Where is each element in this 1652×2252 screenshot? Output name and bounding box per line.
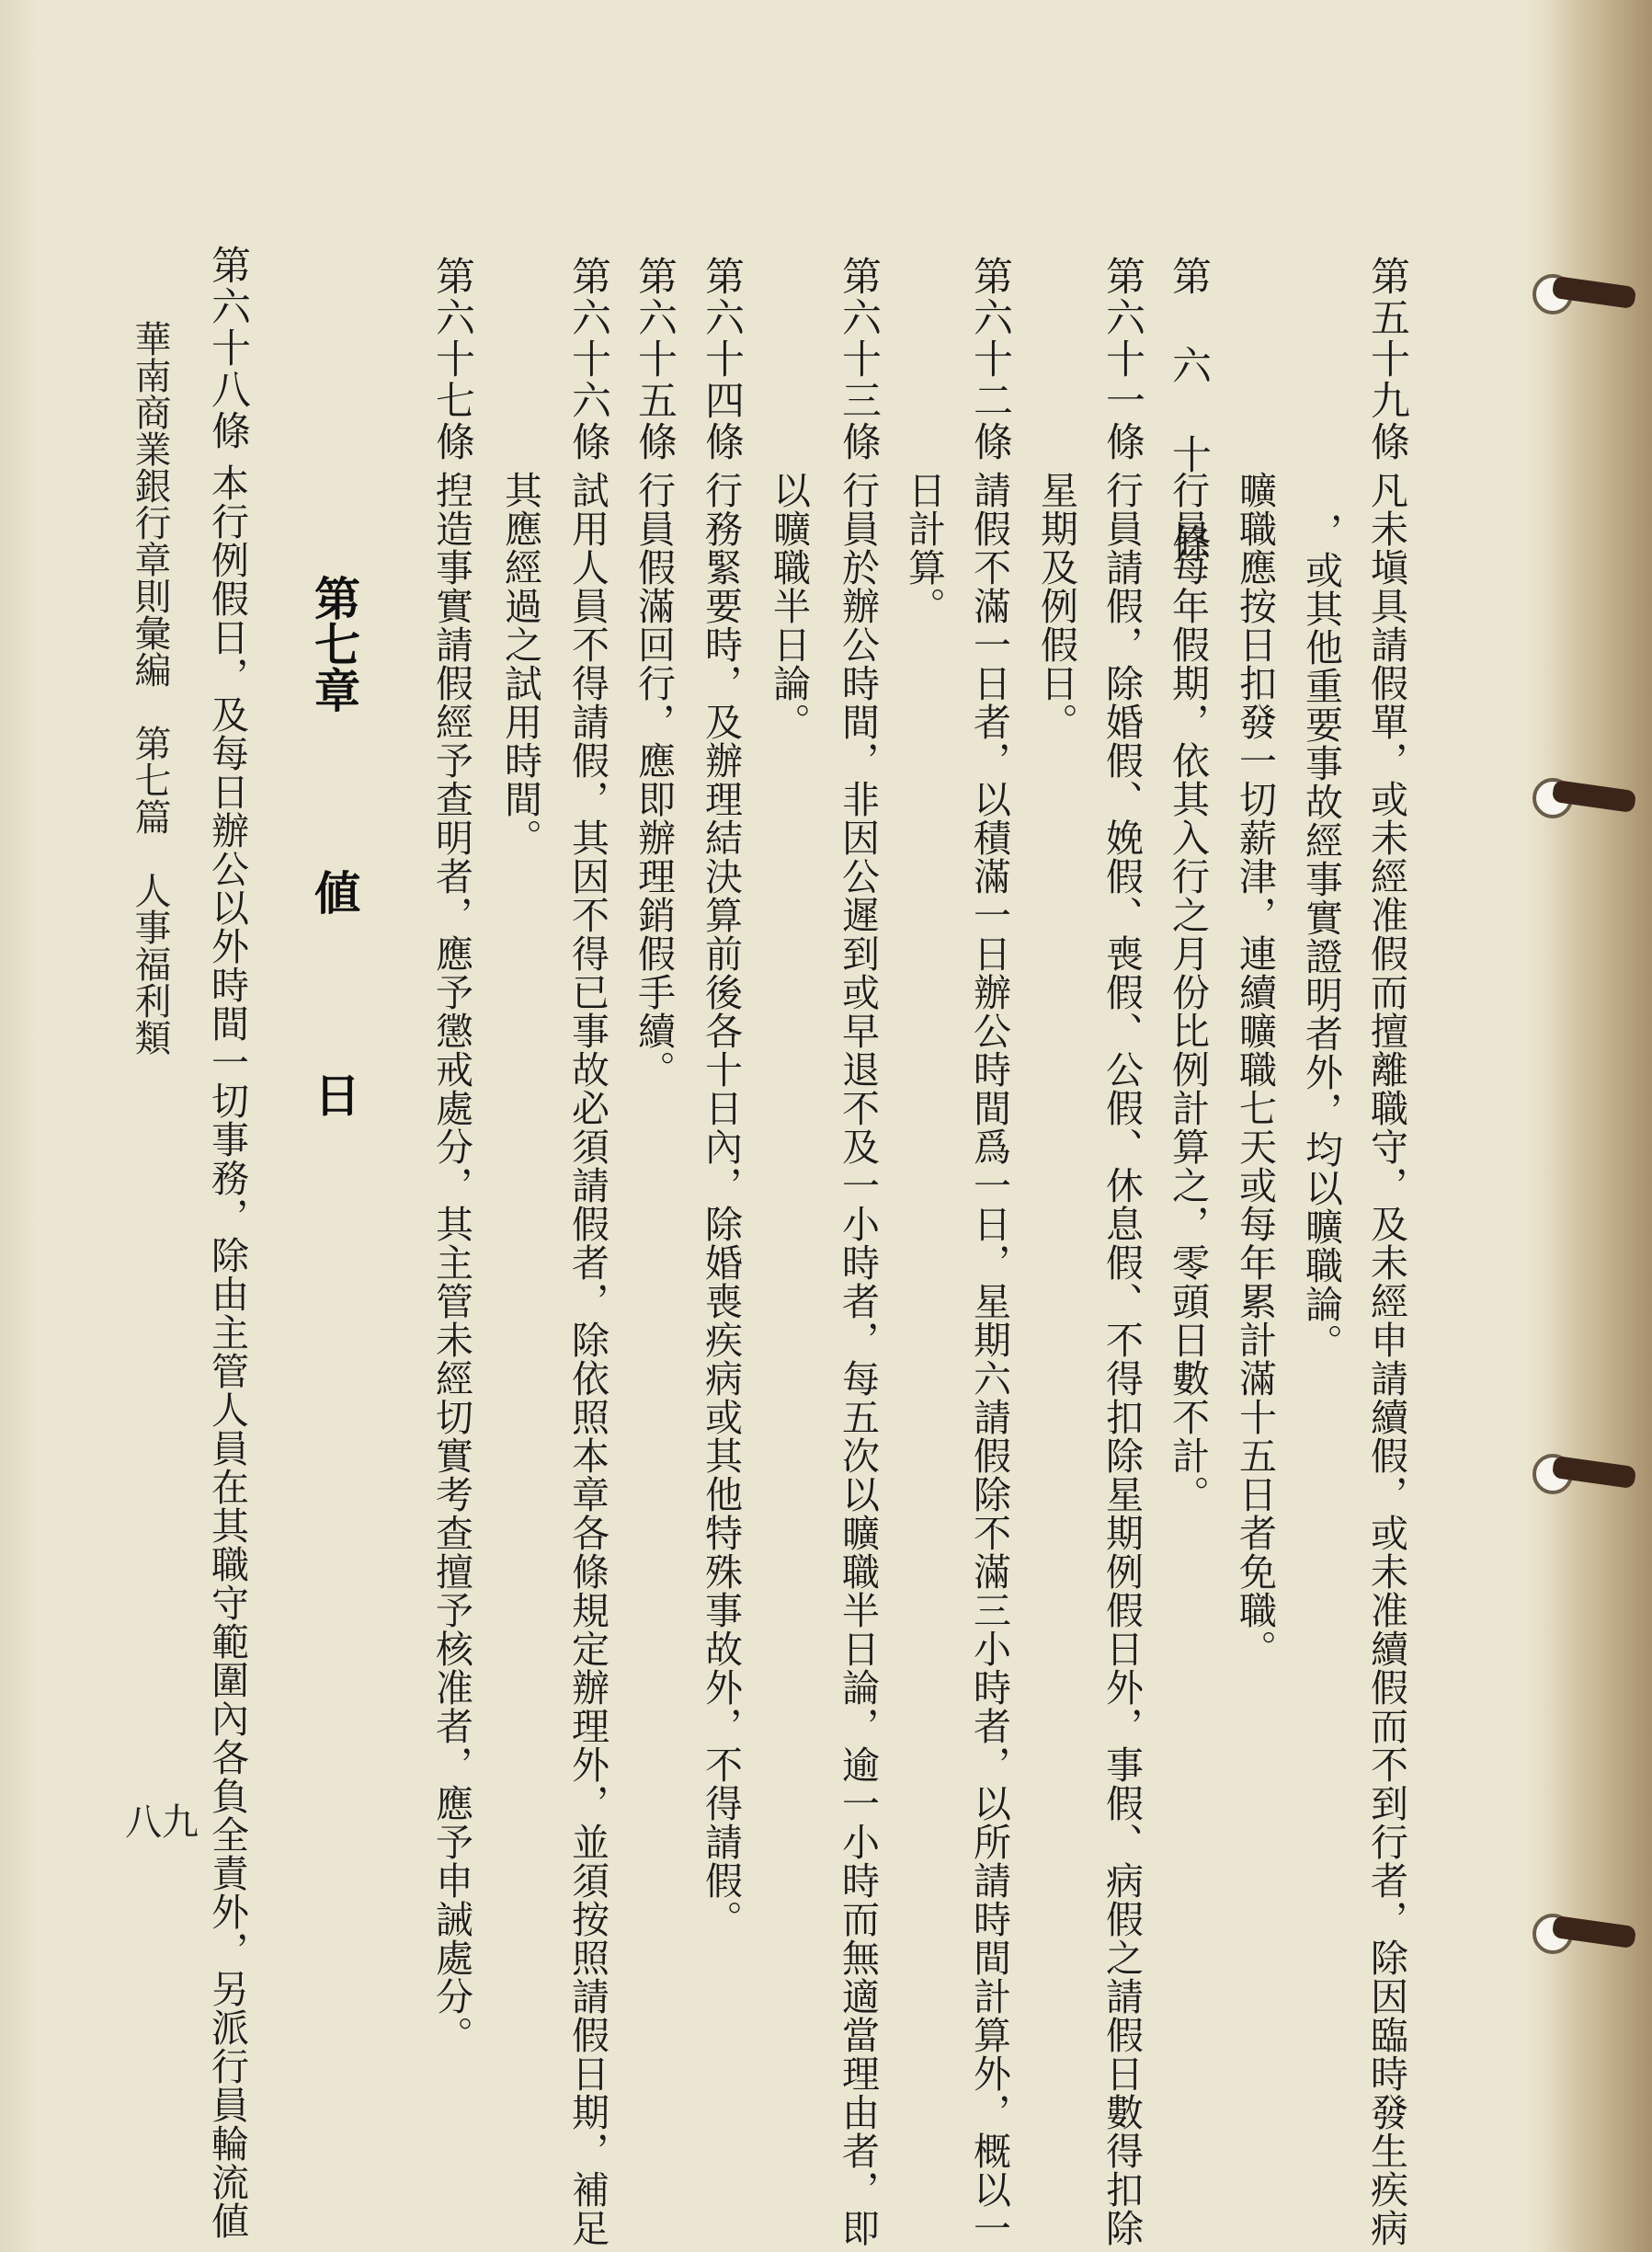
article-line: 星期及例假日。 <box>1034 471 1078 741</box>
article-label: 第六十四條 <box>699 256 745 463</box>
article-label: 第六十三條 <box>836 256 882 463</box>
binding-string <box>1532 269 1634 320</box>
article-line: 請假不滿一日者，以積滿一日辦公時間爲一日，星期六請假除不滿三小時者，以所請時間計算外，概以一 <box>967 471 1011 2247</box>
article-line: 日計算。 <box>902 471 946 625</box>
running-footer: 華南商業銀行章則彙編 第七篇 人事福利類 <box>129 320 171 1056</box>
article-line: 曠職應按日扣發一切薪津，連續曠職七天或每年累計滿十五日者免職。 <box>1233 471 1277 1668</box>
article-label: 第六十一條 <box>1099 256 1145 463</box>
article-line: 本行例假日，及每日辦公以外時間一切事務，除由主管人員在其職守範圍內各負全責外，另派行員輪流値 <box>205 463 249 2240</box>
chapter-heading <box>307 575 361 1117</box>
article-line: 行務緊要時，及辦理結決算前後各十日內，除婚喪疾病或其他特殊事故外，不得請假。 <box>699 471 743 1938</box>
article-label: 第六十七條 <box>429 256 475 463</box>
article-label: 第六十二條 <box>967 256 1013 463</box>
article-line: 行員於辦公時間，非因公遲到或早退不及一小時者，每五次以曠職半日論，逾一小時而無適當理由者，即 <box>836 471 880 2247</box>
page-number: 八九 <box>125 1801 199 1844</box>
article-line: 凡未塡具請假單，或未經准假而擅離職守，及未經申請續假，或未准續假而不到行者，除因臨時發生疾病 <box>1364 471 1408 2247</box>
article-line: 行員請假，除婚假、娩假、喪假、公假、休息假、不得扣除星期例假日外，事假、病假之請假日數得扣除 <box>1099 471 1144 2247</box>
binding-string <box>1532 1908 1634 1960</box>
article-label: 第六十五條 <box>632 256 678 463</box>
article-line: 其應經過之試用時間。 <box>498 471 542 857</box>
article-line: 行員每年假期，依其入行之月份比例計算之，零頭日數不計。 <box>1166 471 1210 1514</box>
chapter-prefix: 第七章 <box>307 575 361 713</box>
article-line: 行員假滿回行，應即辦理銷假手續。 <box>632 471 676 1089</box>
binding-string <box>1532 772 1634 824</box>
article-label: 第 六 十 條 <box>1166 256 1212 565</box>
chapter-title-char: 値 <box>307 869 361 915</box>
binding-string <box>1532 1448 1634 1500</box>
article-label: 第六十八條 <box>205 245 251 452</box>
article-label: 第五十九條 <box>1364 256 1410 463</box>
article-line: 以曠職半日論。 <box>767 471 811 741</box>
article-line: 試用人員不得請假，其因不得已事故必須請假者，除依照本章各條規定辦理外，並須按照請假日期，補足 <box>565 471 610 2247</box>
article-label: 第六十六條 <box>565 256 611 463</box>
chapter-title-char: 日 <box>307 1071 361 1117</box>
article-line: ，或其他重要事故經事實證明者外，均以曠職論。 <box>1299 512 1343 1362</box>
article-line: 揑造事實請假經予查明者，應予懲戒處分，其主管未經切實考查擅予核准者，應予申誡處分。 <box>429 471 473 2054</box>
